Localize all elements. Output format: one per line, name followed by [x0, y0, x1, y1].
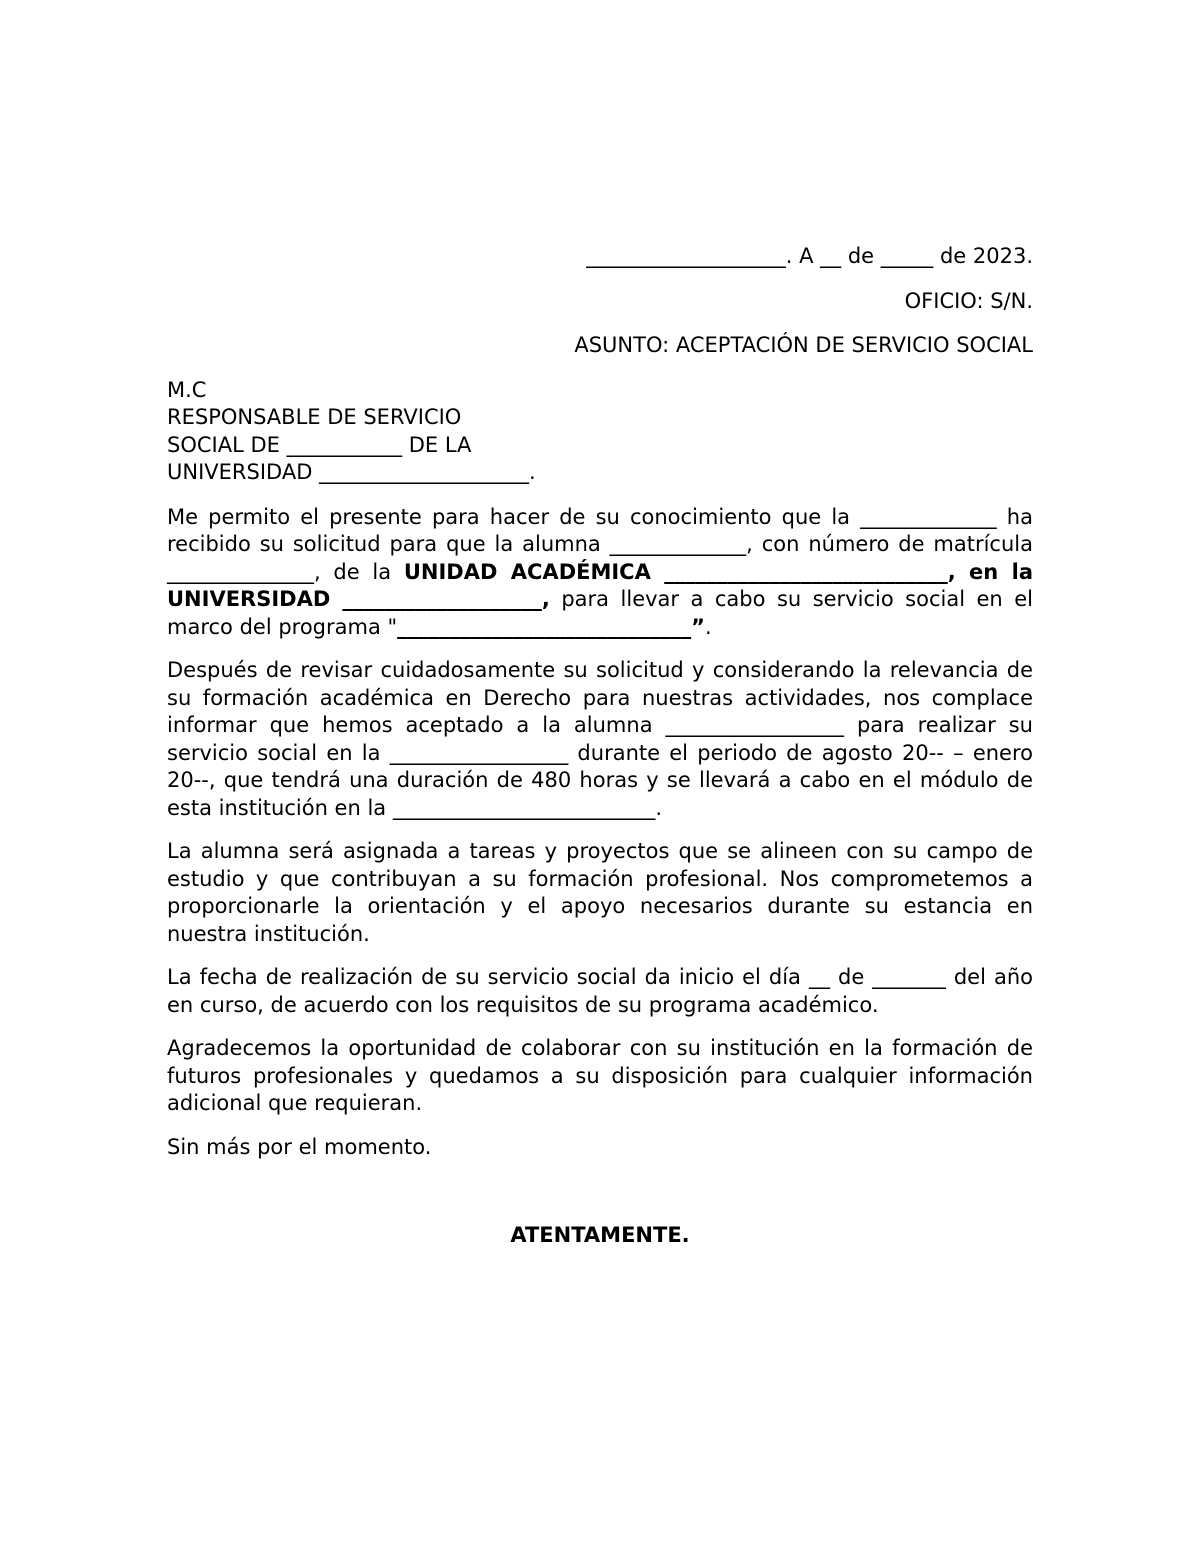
paragraph-1 — [167, 504, 1033, 642]
asunto-line: ASUNTO: ACEPTACIÓN DE SERVICIO SOCIAL — [574, 333, 1033, 357]
paragraph-1-text-c: para llevar a cabo su servicio social en el marco del programa " — [167, 587, 1033, 639]
addressee-role: RESPONSABLE DE SERVICIO — [167, 405, 462, 429]
paragraph-6: Sin más por el momento. — [167, 1134, 432, 1159]
oficio-line: OFICIO: S/N. — [904, 288, 1033, 313]
addressee-department: SOCIAL DE ___________ DE LA — [167, 432, 472, 457]
paragraph-3: La alumna será asignada a tareas y proyectos que se alineen con su campo de estudio y que contribuyan a su formación profesional. Nos comprometemos a proporcionarle la orientación y el apoyo necesarios durante su estancia en nuestra institución. — [167, 839, 1033, 946]
closing-atentamente: ATENTAMENTE. — [510, 1223, 690, 1247]
paragraph-5: Agradecemos la oportunidad de colaborar con su institución en la formación de futuros profesionales y quedamos a su disposición para cualquier información adicional que requieran. — [167, 1036, 1033, 1115]
addressee-block — [167, 377, 1033, 487]
paragraph-1-text-a: Me permito el presente para hacer de su conocimiento que la _____________ ha recibido su solicitud para que la alumna _____________, con número de matrícula ______________, de la — [167, 504, 1033, 584]
paragraph-2: Después de revisar cuidadosamente su solicitud y considerando la relevancia de su formación académica en Derecho para nuestras actividades, nos complace informar que hemos aceptado a la alumna _________________ para realizar su servicio social en la _________________ durante el periodo de agosto 20-- – enero 20--, que tendrá una duración de 480 horas y se llevará a cabo en el módulo de esta institución en la _________________________. — [167, 658, 1033, 820]
paragraph-1-bold-program: ____________________________” — [397, 614, 705, 639]
date-line: ___________________. A __ de _____ de 2023. — [586, 244, 1033, 268]
paragraph-4: La fecha de realización de su servicio social da inicio el día __ de _______ del año en curso, de acuerdo con los requisitos de su programa académico. — [167, 965, 1033, 1017]
addressee-title: M.C — [167, 377, 207, 402]
paragraph-1-text-e: . — [704, 614, 712, 639]
paragraph-1-bold-unit: UNIDAD ACADÉMICA ___________________________, en la UNIVERSIDAD ___________________, — [167, 559, 1033, 611]
letter-page — [167, 243, 1033, 1250]
addressee-university: UNIVERSIDAD ____________________. — [167, 460, 536, 484]
